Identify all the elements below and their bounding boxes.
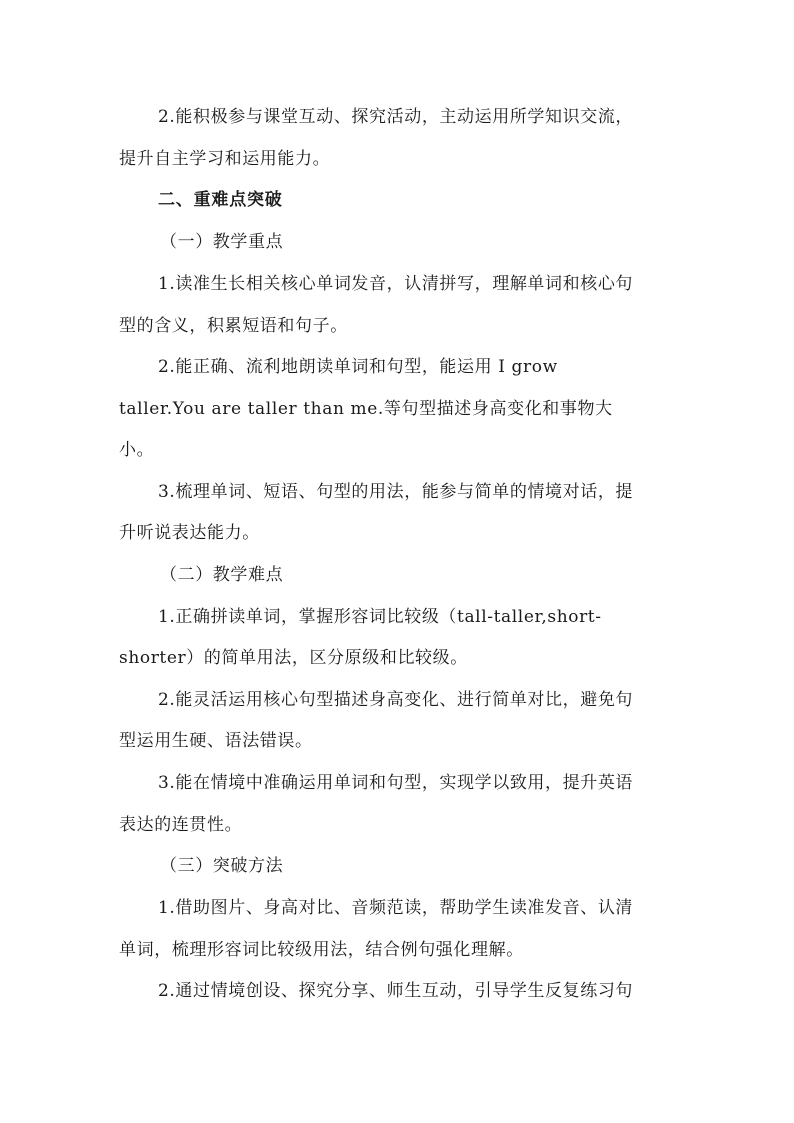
subheading-key-points: （一）教学重点: [160, 232, 284, 252]
key-point-2-line-1: 2.能正确、流利地朗读单词和句型，能运用 I grow: [158, 357, 558, 377]
difficulty-1-line-1: 1.正确拼读单词，掌握形容词比较级（tall-taller,short-: [158, 607, 602, 627]
difficulty-2-line-1: 2.能灵活运用核心句型描述身高变化、进行简单对比，避免句: [158, 690, 634, 710]
subheading-methods: （三）突破方法: [160, 856, 284, 876]
subheading-difficulties: （二）教学难点: [160, 565, 284, 585]
paragraph-goal-2-line-2: 提升自主学习和运用能力。: [119, 149, 331, 169]
key-point-3-line-1: 3.梳理单词、短语、句型的用法，能参与简单的情境对话，提: [158, 482, 634, 502]
section-heading: 二、重难点突破: [158, 190, 283, 210]
key-point-1-line-1: 1.读准生长相关核心单词发音，认清拼写，理解单词和核心句: [158, 274, 634, 294]
difficulty-3-line-1: 3.能在情境中准确运用单词和句型，实现学以致用，提升英语: [158, 773, 634, 793]
key-point-2-line-2: taller.You are taller than me.等句型描述身高变化和事物大: [119, 399, 613, 419]
key-point-2-line-3: 小。: [119, 440, 155, 460]
key-point-3-line-2: 升听说表达能力。: [119, 523, 260, 543]
paragraph-goal-2-line-1: 2.能积极参与课堂互动、探究活动，主动运用所学知识交流，: [158, 107, 634, 127]
method-2-line-1: 2.通过情境创设、探究分享、师生互动，引导学生反复练习句: [158, 981, 634, 1001]
difficulty-1-line-2: shorter）的简单用法，区分原级和比较级。: [119, 648, 468, 668]
key-point-1-line-2: 型的含义，积累短语和句子。: [119, 316, 348, 336]
difficulty-2-line-2: 型运用生硬、语法错误。: [119, 731, 313, 751]
method-1-line-1: 1.借助图片、身高对比、音频范读，帮助学生读准发音、认清: [158, 898, 634, 918]
difficulty-3-line-2: 表达的连贯性。: [119, 815, 243, 835]
method-1-line-2: 单词，梳理形容词比较级用法，结合例句强化理解。: [119, 940, 524, 960]
